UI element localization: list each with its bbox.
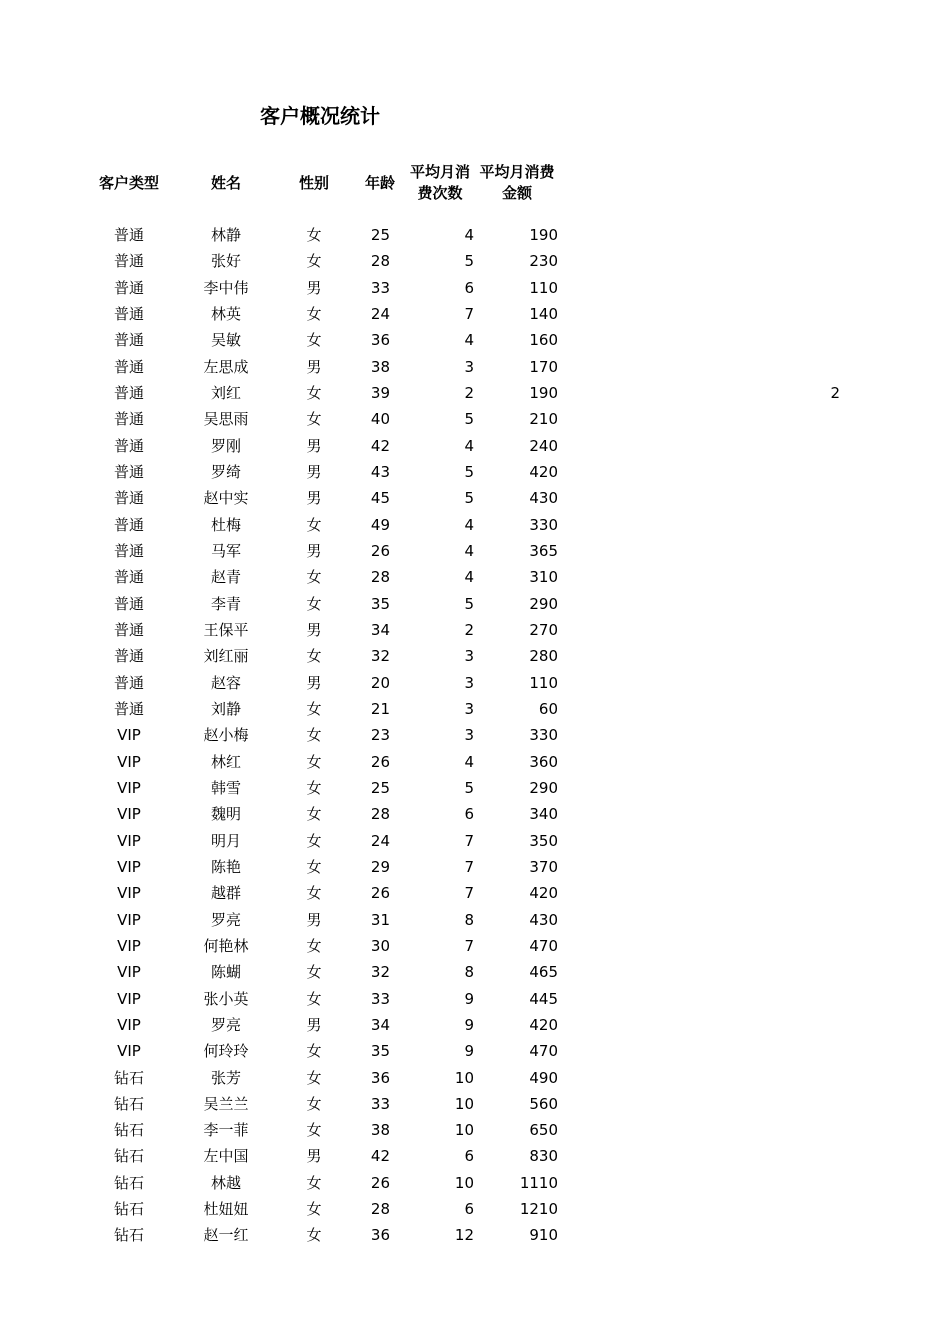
table-row: [0, 749, 950, 775]
cell-name: 林英: [210, 304, 241, 323]
cell-gender: 女: [306, 1226, 322, 1245]
table-row: [0, 433, 950, 459]
cell-age: 42: [370, 436, 390, 455]
cell-name: 越群: [210, 884, 241, 903]
cell-monthly-visits: 5: [464, 410, 474, 429]
cell-customer-type: 普通: [113, 252, 144, 271]
cell-name: 赵容: [210, 673, 241, 692]
table-row: [0, 854, 950, 880]
cell-name: 陈蝴: [210, 963, 241, 982]
cell-customer-type: VIP: [117, 778, 141, 797]
header-name: 姓名: [210, 173, 241, 192]
cell-gender: 女: [306, 963, 322, 982]
cell-monthly-visits: 2: [464, 620, 474, 639]
table-row: [0, 538, 950, 564]
cell-monthly-amount: 360: [529, 752, 558, 771]
cell-monthly-amount: 110: [529, 673, 558, 692]
cell-monthly-amount: 445: [529, 989, 558, 1008]
cell-age: 36: [370, 331, 390, 350]
cell-customer-type: 普通: [113, 541, 144, 560]
cell-gender: 女: [306, 1200, 322, 1219]
cell-monthly-amount: 430: [529, 910, 558, 929]
cell-monthly-amount: 290: [529, 594, 558, 613]
cell-customer-type: VIP: [117, 989, 141, 1008]
cell-age: 23: [370, 726, 390, 745]
cell-age: 31: [370, 910, 390, 929]
cell-gender: 女: [306, 726, 322, 745]
cell-customer-type: 钻石: [113, 1226, 144, 1245]
table-row: [0, 485, 950, 511]
cell-monthly-amount: 830: [529, 1147, 558, 1166]
cell-age: 33: [370, 278, 390, 297]
cell-monthly-amount: 210: [529, 410, 558, 429]
cell-gender: 男: [306, 1015, 322, 1034]
cell-monthly-amount: 290: [529, 778, 558, 797]
cell-monthly-amount: 910: [529, 1226, 558, 1245]
cell-monthly-amount: 170: [529, 357, 558, 376]
table-row: [0, 933, 950, 959]
cell-monthly-amount: 110: [529, 278, 558, 297]
cell-name: 李青: [210, 594, 241, 613]
table-row: [0, 327, 950, 353]
cell-name: 林红: [210, 752, 241, 771]
cell-monthly-visits: 2: [464, 383, 474, 402]
cell-gender: 女: [306, 383, 322, 402]
cell-age: 35: [370, 1042, 390, 1061]
cell-gender: 女: [306, 226, 322, 244]
cell-gender: 女: [306, 410, 322, 429]
cell-name: 赵一红: [203, 1226, 249, 1245]
cell-customer-type: VIP: [117, 831, 141, 850]
cell-name: 赵中实: [203, 489, 249, 508]
cell-age: 20: [370, 673, 390, 692]
cell-age: 38: [370, 1121, 390, 1140]
table-row: [0, 248, 950, 274]
cell-customer-type: VIP: [117, 805, 141, 824]
cell-monthly-visits: 10: [454, 1121, 474, 1140]
table-row: [0, 459, 950, 485]
cell-name: 左中国: [203, 1147, 249, 1166]
cell-monthly-visits: 12: [454, 1226, 474, 1245]
cell-monthly-amount: 650: [529, 1121, 558, 1140]
table-row: [0, 564, 950, 590]
cell-age: 28: [370, 805, 390, 824]
cell-age: 33: [370, 989, 390, 1008]
cell-customer-type: 普通: [113, 304, 144, 323]
cell-name: 刘静: [210, 699, 241, 718]
cell-gender: 女: [306, 699, 322, 718]
table-row: [0, 1143, 950, 1169]
cell-monthly-visits: 4: [464, 331, 474, 350]
cell-name: 吴思雨: [203, 410, 249, 429]
cell-monthly-visits: 5: [464, 252, 474, 271]
cell-monthly-visits: 5: [464, 594, 474, 613]
cell-customer-type: 普通: [113, 278, 144, 297]
cell-age: 35: [370, 594, 390, 613]
cell-age: 28: [370, 568, 390, 587]
cell-name: 林静: [210, 226, 241, 244]
cell-customer-type: VIP: [117, 936, 141, 955]
cell-age: 26: [370, 541, 390, 560]
cell-customer-type: VIP: [117, 752, 141, 771]
cell-customer-type: VIP: [117, 963, 141, 982]
cell-gender: 女: [306, 831, 322, 850]
cell-customer-type: VIP: [117, 726, 141, 745]
cell-age: 29: [370, 857, 390, 876]
cell-monthly-amount: 465: [529, 963, 558, 982]
cell-monthly-visits: 9: [464, 989, 474, 1008]
table-row: [0, 1038, 950, 1064]
cell-monthly-amount: 430: [529, 489, 558, 508]
cell-monthly-amount: 420: [529, 1015, 558, 1034]
table-row: [0, 354, 950, 380]
cell-customer-type: 普通: [113, 436, 144, 455]
cell-monthly-amount: 350: [529, 831, 558, 850]
cell-age: 28: [370, 252, 390, 271]
cell-name: 杜妞妞: [203, 1200, 249, 1219]
cell-gender: 女: [306, 331, 322, 350]
cell-gender: 女: [306, 857, 322, 876]
cell-name: 马军: [210, 541, 241, 560]
cell-customer-type: 钻石: [113, 1121, 144, 1140]
cell-monthly-visits: 4: [464, 515, 474, 534]
cell-monthly-visits: 3: [464, 673, 474, 692]
table-row: [0, 643, 950, 669]
cell-age: 36: [370, 1068, 390, 1087]
cell-customer-type: 钻石: [113, 1200, 144, 1219]
cell-name: 吴敏: [210, 331, 241, 350]
cell-customer-type: 普通: [113, 673, 144, 692]
cell-customer-type: 普通: [113, 331, 144, 350]
cell-gender: 女: [306, 568, 322, 587]
cell-gender: 女: [306, 936, 322, 955]
cell-name: 林越: [210, 1173, 241, 1192]
header-age: 年龄: [364, 173, 395, 192]
cell-age: 24: [370, 831, 390, 850]
cell-gender: 男: [306, 489, 322, 508]
cell-name: 张好: [210, 252, 241, 271]
cell-gender: 女: [306, 1094, 322, 1113]
cell-age: 30: [370, 936, 390, 955]
cell-monthly-amount: 365: [529, 541, 558, 560]
cell-monthly-visits: 10: [454, 1094, 474, 1113]
cell-gender: 男: [306, 620, 322, 639]
table-row: [0, 591, 950, 617]
cell-customer-type: 普通: [113, 410, 144, 429]
cell-monthly-amount: 240: [529, 436, 558, 455]
cell-name: 左思成: [203, 357, 249, 376]
cell-customer-type: 普通: [113, 462, 144, 481]
table-row: [0, 1012, 950, 1038]
cell-customer-type: 普通: [113, 620, 144, 639]
table-row: [0, 1222, 950, 1248]
cell-customer-type: VIP: [117, 884, 141, 903]
cell-gender: 男: [306, 1147, 322, 1166]
cell-name: 陈艳: [210, 857, 241, 876]
table-row: [0, 670, 950, 696]
cell-age: 24: [370, 304, 390, 323]
cell-monthly-visits: 5: [464, 462, 474, 481]
cell-customer-type: 钻石: [113, 1173, 144, 1192]
table-row: [0, 512, 950, 538]
cell-monthly-amount: 280: [529, 647, 558, 666]
cell-monthly-amount: 190: [529, 226, 558, 244]
cell-name: 赵小梅: [203, 726, 249, 745]
cell-age: 25: [370, 226, 390, 244]
cell-name: 李一菲: [203, 1121, 249, 1140]
cell-customer-type: VIP: [117, 910, 141, 929]
cell-gender: 男: [306, 673, 322, 692]
cell-customer-type: 普通: [113, 357, 144, 376]
cell-age: 26: [370, 1173, 390, 1192]
cell-monthly-amount: 560: [529, 1094, 558, 1113]
cell-monthly-amount: 490: [529, 1068, 558, 1087]
cell-name: 明月: [210, 831, 241, 850]
header-monthly-visits: 平均月消 费次数: [409, 163, 470, 202]
cell-monthly-visits: 9: [464, 1042, 474, 1061]
cell-monthly-visits: 7: [464, 831, 474, 850]
cell-gender: 女: [306, 778, 322, 797]
cell-monthly-amount: 370: [529, 857, 558, 876]
cell-monthly-amount: 230: [529, 252, 558, 271]
cell-age: 38: [370, 357, 390, 376]
cell-age: 32: [370, 963, 390, 982]
cell-monthly-amount: 330: [529, 726, 558, 745]
cell-age: 32: [370, 647, 390, 666]
cell-monthly-amount: 470: [529, 936, 558, 955]
cell-monthly-visits: 4: [464, 541, 474, 560]
cell-name: 吴兰兰: [203, 1094, 249, 1113]
cell-monthly-amount: 310: [529, 568, 558, 587]
cell-name: 何艳林: [203, 936, 249, 955]
cell-customer-type: VIP: [117, 1015, 141, 1034]
table-row: [0, 301, 950, 327]
cell-gender: 男: [306, 910, 322, 929]
header-customer-type: 客户类型: [98, 173, 159, 192]
cell-gender: 女: [306, 252, 322, 271]
table-row: [0, 880, 950, 906]
cell-name: 刘红: [210, 383, 241, 402]
cell-gender: 女: [306, 515, 322, 534]
cell-gender: 女: [306, 594, 322, 613]
cell-monthly-visits: 7: [464, 857, 474, 876]
cell-name: 张小英: [203, 989, 249, 1008]
cell-monthly-amount: 1110: [519, 1173, 558, 1192]
cell-customer-type: 普通: [113, 699, 144, 718]
cell-name: 李中伟: [203, 278, 249, 297]
cell-monthly-visits: 3: [464, 357, 474, 376]
cell-name: 张芳: [210, 1068, 241, 1087]
cell-gender: 女: [306, 884, 322, 903]
table-row: [0, 696, 950, 722]
cell-monthly-visits: 8: [464, 910, 474, 929]
table-row: [0, 775, 950, 801]
cell-gender: 男: [306, 357, 322, 376]
cell-monthly-visits: 6: [464, 1200, 474, 1219]
cell-monthly-amount: 340: [529, 805, 558, 824]
cell-monthly-visits: 7: [464, 884, 474, 903]
cell-monthly-visits: 4: [464, 568, 474, 587]
table-row: [0, 722, 950, 748]
table-row: [0, 1065, 950, 1091]
cell-customer-type: 普通: [113, 647, 144, 666]
cell-age: 43: [370, 462, 390, 481]
cell-gender: 女: [306, 752, 322, 771]
cell-customer-type: 普通: [113, 515, 144, 534]
cell-age: 26: [370, 884, 390, 903]
cell-monthly-amount: 1210: [519, 1200, 558, 1219]
cell-monthly-visits: 4: [464, 436, 474, 455]
cell-monthly-amount: 470: [529, 1042, 558, 1061]
table-row: [0, 828, 950, 854]
table-row: [0, 1117, 950, 1143]
cell-name: 韩雪: [210, 778, 241, 797]
cell-monthly-visits: 3: [464, 726, 474, 745]
cell-customer-type: 普通: [113, 489, 144, 508]
cell-age: 39: [370, 383, 390, 402]
cell-age: 49: [370, 515, 390, 534]
cell-customer-type: VIP: [117, 857, 141, 876]
cell-gender: 女: [306, 1068, 322, 1087]
table-row: [0, 222, 950, 248]
table-header-row: [0, 160, 950, 206]
cell-name: 何玲玲: [203, 1042, 249, 1061]
table-body: [0, 222, 950, 1249]
cell-monthly-visits: 9: [464, 1015, 474, 1034]
table-row: [0, 959, 950, 985]
page-title: 客户概况统计: [260, 104, 380, 128]
cell-monthly-amount: 160: [529, 331, 558, 350]
cell-name: 罗刚: [210, 436, 241, 455]
cell-monthly-amount: 60: [538, 699, 558, 718]
cell-name: 罗绮: [210, 462, 241, 481]
cell-age: 45: [370, 489, 390, 508]
cell-gender: 女: [306, 989, 322, 1008]
cell-gender: 女: [306, 1173, 322, 1192]
table-row: [0, 1170, 950, 1196]
cell-gender: 女: [306, 647, 322, 666]
cell-name: 杜梅: [210, 515, 241, 534]
header-monthly-amount: 平均月消费 金额: [479, 163, 555, 202]
cell-gender: 男: [306, 541, 322, 560]
cell-monthly-visits: 10: [454, 1173, 474, 1192]
cell-age: 26: [370, 752, 390, 771]
cell-gender: 女: [306, 1121, 322, 1140]
cell-customer-type: 钻石: [113, 1094, 144, 1113]
cell-monthly-visits: 6: [464, 805, 474, 824]
table-row: [0, 380, 950, 406]
cell-name: 王保平: [203, 620, 249, 639]
cell-monthly-visits: 7: [464, 936, 474, 955]
table-row: [0, 1091, 950, 1117]
cell-monthly-visits: 3: [464, 647, 474, 666]
cell-age: 42: [370, 1147, 390, 1166]
cell-name: 罗亮: [210, 910, 241, 929]
cell-monthly-amount: 420: [529, 884, 558, 903]
cell-name: 罗亮: [210, 1015, 241, 1034]
cell-monthly-visits: 6: [464, 278, 474, 297]
cell-age: 34: [370, 1015, 390, 1034]
cell-name: 刘红丽: [203, 647, 249, 666]
cell-age: 21: [370, 699, 390, 718]
cell-monthly-visits: 5: [464, 778, 474, 797]
cell-customer-type: 普通: [113, 568, 144, 587]
cell-monthly-amount: 140: [529, 304, 558, 323]
cell-monthly-amount: 330: [529, 515, 558, 534]
cell-gender: 女: [306, 805, 322, 824]
cell-name: 魏明: [210, 805, 241, 824]
table-row: [0, 275, 950, 301]
cell-customer-type: VIP: [117, 1042, 141, 1061]
cell-customer-type: 普通: [113, 383, 144, 402]
cell-monthly-visits: 8: [464, 963, 474, 982]
cell-monthly-visits: 10: [454, 1068, 474, 1087]
table-row: [0, 907, 950, 933]
table-row: [0, 986, 950, 1012]
cell-monthly-visits: 4: [464, 226, 474, 244]
stray-cell-value: 2: [830, 384, 840, 402]
cell-customer-type: 普通: [113, 594, 144, 613]
cell-customer-type: 钻石: [113, 1068, 144, 1087]
table-row: [0, 1196, 950, 1222]
cell-monthly-visits: 6: [464, 1147, 474, 1166]
cell-age: 40: [370, 410, 390, 429]
table-row: [0, 406, 950, 432]
cell-monthly-amount: 190: [529, 383, 558, 402]
cell-age: 25: [370, 778, 390, 797]
cell-monthly-visits: 5: [464, 489, 474, 508]
cell-monthly-visits: 7: [464, 304, 474, 323]
cell-age: 28: [370, 1200, 390, 1219]
table-row: [0, 801, 950, 827]
cell-age: 34: [370, 620, 390, 639]
cell-name: 赵青: [210, 568, 241, 587]
cell-age: 33: [370, 1094, 390, 1113]
header-gender: 性别: [298, 173, 329, 192]
cell-gender: 女: [306, 1042, 322, 1061]
cell-gender: 男: [306, 278, 322, 297]
cell-age: 36: [370, 1226, 390, 1245]
cell-customer-type: 钻石: [113, 1147, 144, 1166]
cell-gender: 男: [306, 462, 322, 481]
cell-gender: 女: [306, 304, 322, 323]
cell-monthly-amount: 420: [529, 462, 558, 481]
table-row: [0, 617, 950, 643]
cell-monthly-visits: 4: [464, 752, 474, 771]
cell-monthly-amount: 270: [529, 620, 558, 639]
cell-customer-type: 普通: [113, 226, 144, 244]
cell-monthly-visits: 3: [464, 699, 474, 718]
cell-gender: 男: [306, 436, 322, 455]
